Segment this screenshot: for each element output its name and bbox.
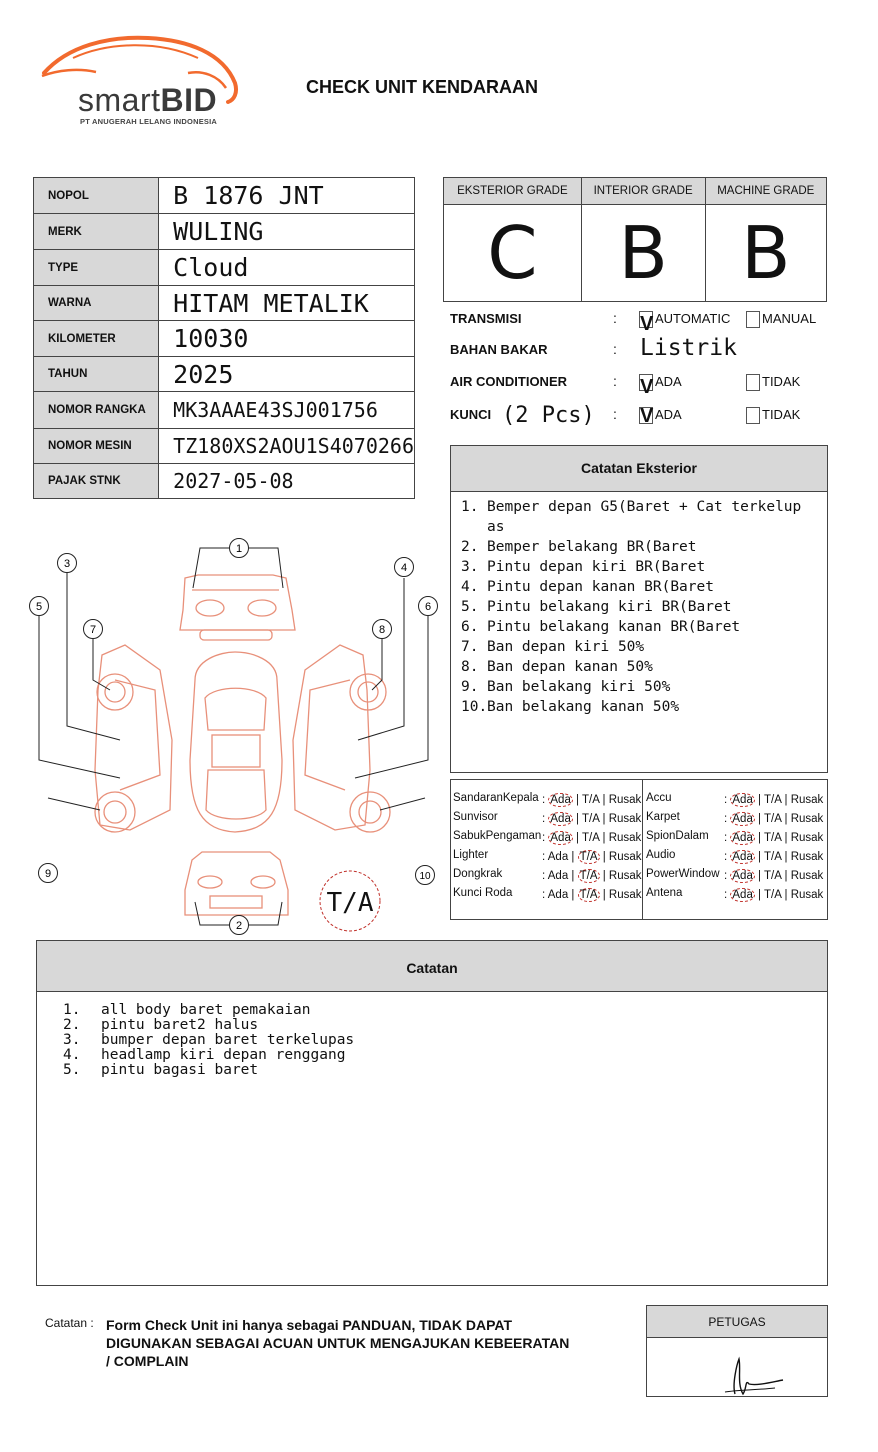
bahan-bakar-label: BAHAN BAKAR [450,342,548,357]
marker-label: 9 [44,868,52,880]
accessory-name-left: SabukPengaman [453,830,542,842]
accessory-name-left: SandaranKepala [453,792,539,804]
nomor-rangka-label: NOMOR RANGKA [34,392,159,429]
ac-ada-check-mark: V [640,376,654,398]
accessory-name-left: Kunci Roda [453,887,513,899]
list-item: 9. Ban belakang kiri 50% [461,679,671,695]
marker-label: 7 [89,624,97,636]
catatan-panel [36,940,828,1286]
accessory-option[interactable]: Ada [732,851,753,863]
accessory-option[interactable]: T/A [764,889,782,901]
exterior-notes-title: Catatan Eksterior [451,446,827,492]
kunci-label: KUNCI [450,407,492,422]
kunci-tidak-label: TIDAK [762,407,801,422]
list-item: as [487,519,505,535]
accessory-option[interactable]: T/A [582,813,600,825]
accessory-option[interactable]: Rusak [790,794,824,806]
accessory-name-left: Lighter [453,849,489,861]
merk-value: WULING [159,214,415,250]
accessory-option[interactable]: T/A [582,794,600,806]
accessory-option[interactable]: Ada [547,851,569,863]
list-item: 6. Pintu belakang kanan BR(Baret [461,619,741,635]
accessory-option[interactable]: Ada [550,832,571,844]
accessory-option[interactable]: T/A [582,832,600,844]
nopol-value: B 1876 JNT [159,178,415,214]
manual-label: MANUAL [762,311,817,326]
accessory-option[interactable]: Rusak [790,813,824,825]
list-item: 2. pintu baret2 halus [63,1017,259,1033]
logo-wordmark: smartBID [78,82,218,118]
accessory-options-right[interactable]: : Ada | T/A | Rusak [724,832,824,844]
accessory-name-right: SpionDalam [646,830,709,842]
accessory-option[interactable]: T/A [579,889,598,901]
colon: : [613,406,617,422]
accessory-option[interactable]: Ada [732,889,753,901]
warna-value: HITAM METALIK [159,286,415,321]
merk-label: MERK [34,214,159,250]
accessory-option[interactable]: Ada [732,813,753,825]
nomor-rangka-value: MK3AAAE43SJ001756 [159,392,415,429]
vehicle-identity-table [33,177,415,499]
accessory-option[interactable]: Rusak [608,794,642,806]
tahun-label: TAHUN [34,357,159,392]
exterior-notes-panel [450,445,828,773]
exterior-grade-label: EKSTERIOR GRADE [444,178,582,205]
page-title: CHECK UNIT KENDARAAN [306,77,538,97]
accessory-name-right: PowerWindow [646,868,720,880]
automatic-label: AUTOMATIC [655,311,731,326]
type-label: TYPE [34,250,159,286]
interior-grade-value: B [581,205,705,302]
catatan-title: Catatan [37,941,827,992]
accessory-options-right[interactable]: : Ada | T/A | Rusak [724,813,824,825]
accessories-panel [450,779,828,920]
accessory-options-right[interactable]: : Ada | T/A | Rusak [724,851,824,863]
marker-group [30,539,438,935]
transmisi-label: TRANSMISI [450,311,522,326]
accessory-option[interactable]: Rusak [608,851,642,863]
interior-grade-label: INTERIOR GRADE [581,178,705,205]
accessory-options-right[interactable]: : Ada | T/A | Rusak [724,794,824,806]
accessory-option[interactable]: Ada [550,813,571,825]
list-item: 1. all body baret pemakaian [63,1002,311,1018]
petugas-label: PETUGAS [647,1306,827,1338]
accessory-name-left: Sunvisor [453,811,498,823]
exterior-notes-list [461,497,823,717]
accessory-option[interactable]: T/A [579,851,598,863]
colon: : [613,310,617,326]
marker-label: 8 [378,624,386,636]
machine-grade-value: B [705,205,826,302]
colon: : [613,373,617,389]
automatic-check-mark: V [640,313,654,335]
accessory-options-left[interactable]: : Ada | T/A | Rusak [542,851,642,863]
accessory-option[interactable]: Rusak [608,832,642,844]
ac-ada-label: ADA [655,374,682,389]
exterior-grade-value: C [444,205,582,302]
list-item: 5. Pintu belakang kiri BR(Baret [461,599,732,615]
accessory-name-right: Audio [646,849,676,861]
kunci-count: (2 Pcs) [502,403,595,428]
pajak-stnk-label: PAJAK STNK [34,464,159,499]
accessory-option[interactable]: Ada [550,794,571,806]
accessory-options-left[interactable]: : Ada | T/A | Rusak [542,889,642,901]
list-item: 2. Bemper belakang BR(Baret [461,539,697,555]
bahan-bakar-value: Listrik [640,335,737,361]
kunci-tidak-checkbox[interactable] [746,407,760,424]
accessory-option[interactable]: T/A [764,851,782,863]
accessory-option[interactable]: Rusak [790,870,824,882]
marker-label: 2 [235,920,243,932]
accessory-name-left: Dongkrak [453,868,503,880]
accessory-option[interactable]: T/A [579,870,598,882]
accessory-option[interactable]: Ada [547,870,569,882]
marker-label: 3 [63,558,71,570]
footer-label: Catatan : [45,1316,94,1330]
accessory-options-left[interactable]: : Ada | T/A | Rusak [542,832,642,844]
accessory-option[interactable]: Ada [732,794,753,806]
list-item: 5. pintu bagasi baret [63,1062,259,1078]
list-item: 4. headlamp kiri depan renggang [63,1047,346,1063]
list-item: 1. Bemper depan G5(Baret + Cat terkelup [461,499,802,515]
accessory-name-right: Accu [646,792,672,804]
accessory-option[interactable]: Ada [732,870,753,882]
list-item: 3. bumper depan baret terkelupas [63,1032,355,1048]
list-item: 10. Ban belakang kanan 50% [461,699,680,715]
colon: : [613,341,617,357]
kunci-ada-label: ADA [655,407,682,422]
accessory-options-left[interactable]: : Ada | T/A | Rusak [542,794,642,806]
accessory-name-right: Antena [646,887,683,899]
footer-disclaimer: Form Check Unit ini hanya sebagai PANDUAN, TIDAK DAPAT DIGUNAKAN SEBAGAI ACUAN UNTUK MENGAJUKAN KEBEERATAN / COMPLAIN [106,1317,570,1369]
accessory-option[interactable]: Rusak [608,813,642,825]
accessory-option[interactable]: T/A [764,794,782,806]
kunci-ada-check-mark: V [640,405,654,427]
manual-checkbox[interactable] [746,311,760,328]
kilometer-label: KILOMETER [34,321,159,357]
ta-stamp-text: T/A [326,888,374,918]
accessory-options-right[interactable]: : Ada | T/A | Rusak [724,889,824,901]
ac-tidak-checkbox[interactable] [746,374,760,391]
marker-label: 10 [419,871,431,882]
ac-tidak-label: TIDAK [762,374,801,389]
list-item: 3. Pintu depan kiri BR(Baret [461,559,706,575]
catatan-list [63,1003,354,1078]
kilometer-value: 10030 [159,321,415,357]
accessory-option[interactable]: Rusak [790,851,824,863]
warna-label: WARNA [34,286,159,321]
accessory-option[interactable]: Ada [732,832,753,844]
accessory-options-left[interactable]: : Ada | T/A | Rusak [542,813,642,825]
signature [717,1354,787,1399]
nopol-label: NOPOL [34,178,159,214]
accessory-options-right[interactable]: : Ada | T/A | Rusak [724,870,824,882]
accessory-options-left[interactable]: : Ada | T/A | Rusak [542,870,642,882]
accessory-option[interactable]: T/A [764,832,782,844]
type-value: Cloud [159,250,415,286]
tahun-value: 2025 [159,357,415,392]
list-item: 7. Ban depan kiri 50% [461,639,645,655]
vehicle-damage-diagram [20,530,445,940]
car-outline [95,575,390,915]
accessory-option[interactable]: T/A [764,870,782,882]
machine-grade-label: MACHINE GRADE [705,178,826,205]
marker-label: 4 [400,562,408,574]
marker-label: 1 [235,543,243,555]
list-item: 8. Ban depan kanan 50% [461,659,653,675]
accessory-option[interactable]: Rusak [790,889,824,901]
accessory-option[interactable]: Ada [547,889,569,901]
accessory-option[interactable]: Rusak [608,870,642,882]
list-item: 4. Pintu depan kanan BR(Baret [461,579,714,595]
pajak-stnk-value: 2027-05-08 [159,464,415,499]
grade-table [443,177,827,302]
accessory-option[interactable]: Rusak [608,889,642,901]
petugas-box [646,1305,828,1397]
nomor-mesin-label: NOMOR MESIN [34,429,159,464]
logo-company: PT ANUGERAH LELANG INDONESIA [80,117,217,126]
ac-label: AIR CONDITIONER [450,374,567,389]
nomor-mesin-value: TZ180XS2AOU1S4070266 [159,429,415,464]
callout-lines [39,548,428,925]
accessory-name-right: Karpet [646,811,680,823]
accessory-option[interactable]: Rusak [790,832,824,844]
accessories-divider [642,780,643,919]
marker-label: 5 [35,601,43,613]
marker-label: 6 [424,601,432,613]
accessory-option[interactable]: T/A [764,813,782,825]
